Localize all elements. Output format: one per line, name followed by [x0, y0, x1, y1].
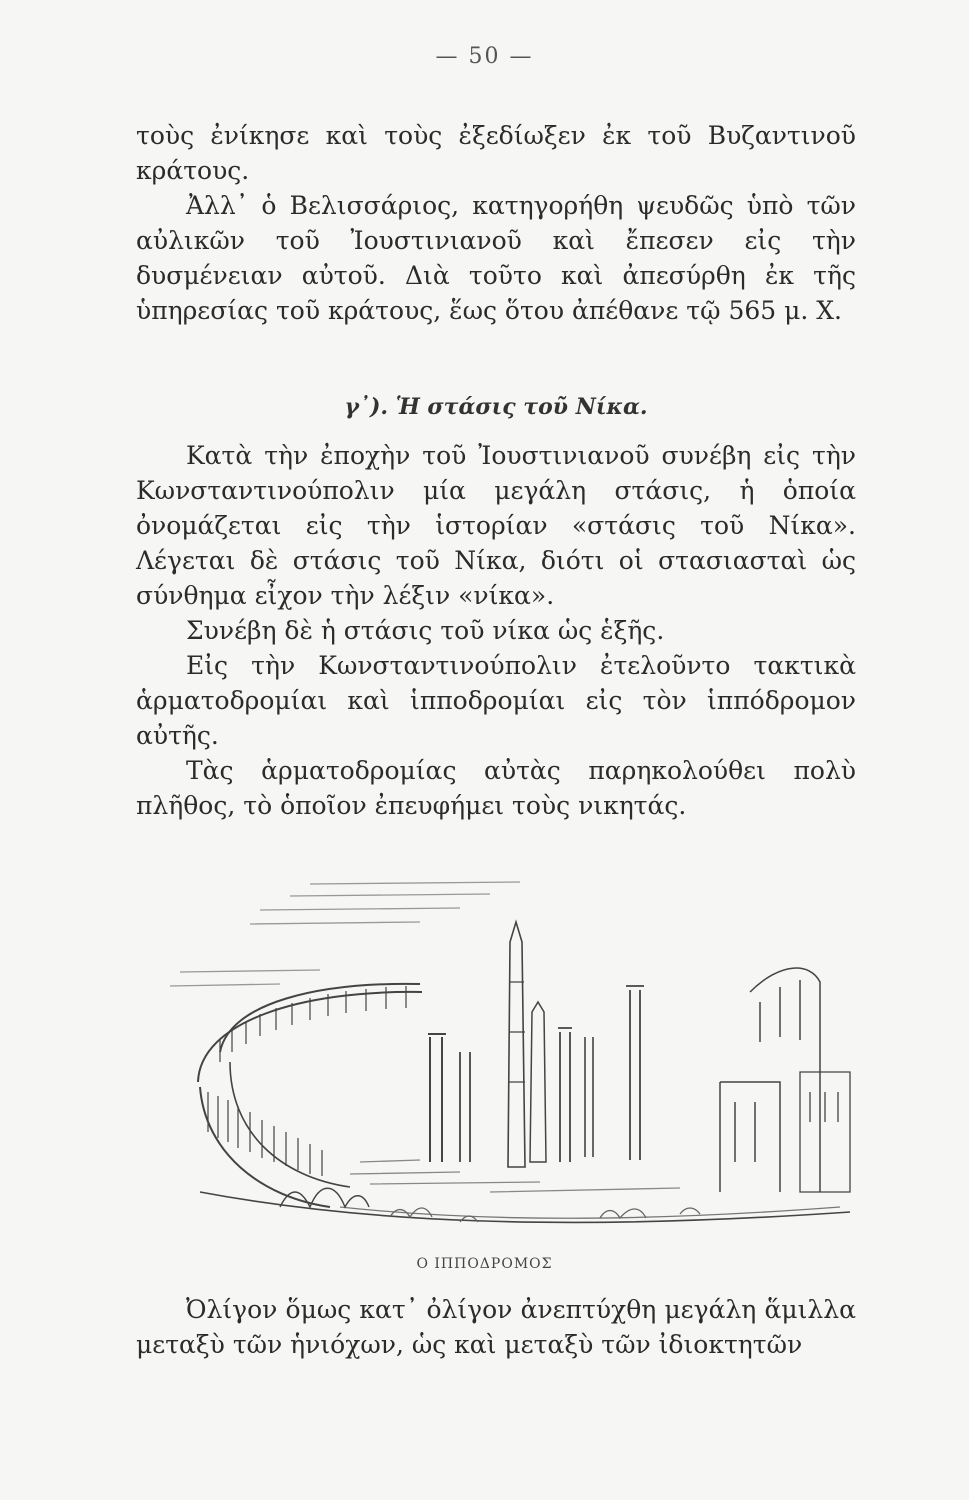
paragraph: Ὀλίγον ὅμως κατ᾽ ὀλίγον ἀνεπτύχθη μεγάλη ἅμιλλα μεταξὺ τῶν ἡνιόχων, ὡς καὶ μεταξὺ τῶν ἰδιοκτητῶν — [136, 1295, 856, 1359]
text-block-middle — [136, 438, 856, 823]
page-number: — 50 — — [435, 44, 534, 69]
paragraph: Συνέβη δὲ ἡ στάσις τοῦ νίκα ὡς ἑξῆς. — [186, 616, 665, 645]
text-block-top — [136, 118, 856, 328]
paragraph: τοὺς ἐνίκησε καὶ τοὺς ἐξεδίωξεν ἐκ τοῦ Βυζαντινοῦ κράτους. — [136, 121, 856, 185]
paragraph: Εἰς τὴν Κωνσταντινούπολιν ἐτελοῦντο τακτικὰ ἁρματοδρομίαι καὶ ἱπποδρομίαι εἰς τὸν ἱππόδρομον αὐτῆς. — [136, 651, 856, 750]
paragraph: Τὰς ἁρματοδρομίας αὐτὰς παρηκολούθει πολὺ πλῆθος, τὸ ὁποῖον ἐπευφήμει τοὺς νικητάς. — [136, 756, 856, 820]
figure-caption: Ο ΙΠΠΟΔΡΟΜΟΣ — [416, 1256, 553, 1272]
hippodrome-illustration — [160, 862, 860, 1244]
paragraph: Κατὰ τὴν ἐποχὴν τοῦ Ἰουστινιανοῦ συνέβη εἰς τὴν Κωνσταντινούπολιν μία μεγάλη στάσις, ἡ ὁποία ὀνομάζεται εἰς τὴν ἱστορίαν «στάσις τοῦ Νίκα». Λέγεται δὲ στάσις τοῦ Νίκα, διότι οἱ στασιασταὶ ὡς σύνθημα εἶχον τὴν λέξιν «νίκα». — [136, 441, 856, 610]
text-block-bottom — [136, 1292, 856, 1362]
section-heading: γ᾽). Ἡ στάσις τοῦ Νίκα. — [344, 394, 648, 420]
paragraph: Ἀλλ᾽ ὁ Βελισσάριος, κατηγορήθη ψευδῶς ὑπὸ τῶν αὐλικῶν τοῦ Ἰουστινιανοῦ καὶ ἔπεσεν εἰς τὴν δυσμένειαν αὐτοῦ. Διὰ τοῦτο καὶ ἀπεσύρθη ἐκ τῆς ὑπηρεσίας τοῦ κράτους, ἕως ὅτου ἀπέθανε τῷ 565 μ. Χ. — [136, 191, 856, 325]
